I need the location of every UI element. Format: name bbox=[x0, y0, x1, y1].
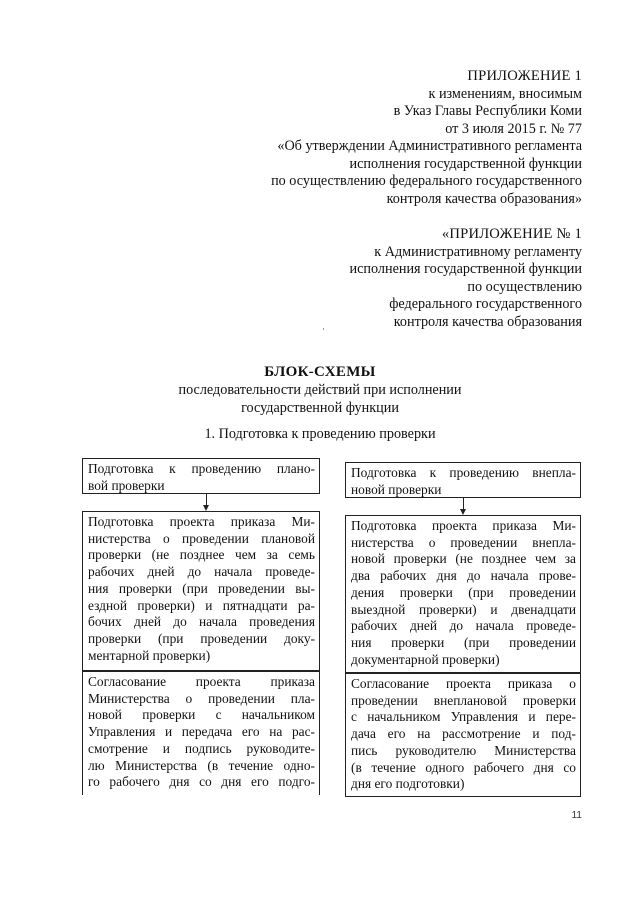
box-line: проведении внеплановой проверки bbox=[351, 692, 576, 708]
box-line: проверки (не позднее чем за семь bbox=[88, 547, 315, 563]
header-line: исполнения государственной функции bbox=[349, 155, 582, 172]
header-line: ПРИЛОЖЕНИЕ 1 bbox=[467, 68, 582, 84]
box-line: новой проверки (не позднее чем за bbox=[351, 551, 576, 567]
box-line: го рабочего дня со дня его подго- bbox=[88, 774, 315, 790]
box-line: Подготовка проекта приказа Ми- bbox=[88, 514, 315, 529]
header-line: к изменениям, вносимым bbox=[428, 85, 582, 102]
regulation-appendix-header bbox=[350, 226, 582, 331]
header-line: по осуществлению bbox=[467, 278, 582, 295]
right-box-unplanned-prep bbox=[345, 462, 581, 498]
appendix-header bbox=[271, 68, 582, 208]
box-line: (в течение одного рабочего дня со bbox=[351, 759, 576, 775]
box-line: ментарной проверки) bbox=[88, 647, 211, 663]
box-line: нистерства о проведении плановой bbox=[88, 530, 315, 546]
box-line: бочих дней до начала проведения bbox=[88, 614, 315, 630]
box-line: Подготовка проекта приказа Ми- bbox=[351, 518, 576, 533]
header-line: от 3 июля 2015 г. № 77 bbox=[445, 120, 582, 137]
page-subtitle bbox=[0, 382, 640, 417]
box-line: два рабочих дня до начала прове- bbox=[351, 568, 576, 584]
header-line: федерального государственного bbox=[389, 296, 582, 312]
header-line: исполнения государственной функции bbox=[349, 261, 582, 277]
box-line: вой проверки bbox=[88, 477, 165, 493]
box-line: новой проверки bbox=[351, 481, 442, 497]
box-line: ния проверки (при проведении вы- bbox=[88, 580, 315, 596]
header-line: к Административному регламенту bbox=[374, 243, 582, 260]
box-line: лю Министерства (в течение одно- bbox=[88, 757, 315, 773]
section-heading: 1. Подготовка к проведению проверки bbox=[204, 426, 436, 442]
page-number: 11 bbox=[571, 810, 582, 821]
box-line: ния проверки (при проведении bbox=[351, 634, 576, 650]
box-line: новой проверки с начальником bbox=[88, 707, 315, 723]
header-line: контроля качества образования bbox=[393, 313, 582, 330]
box-line: Министерства о проведении пла- bbox=[88, 690, 315, 706]
box-line: ездной проверки) и пятнадцати ра- bbox=[88, 597, 315, 613]
box-line: с начальником Управления и пере- bbox=[351, 709, 576, 725]
box-line: пись руководителю Министерства bbox=[351, 742, 576, 758]
header-line: по осуществлению федерального государственного bbox=[271, 173, 582, 189]
left-box-planned-order bbox=[82, 511, 320, 671]
box-line: Подготовка к проведению внепла- bbox=[351, 465, 576, 480]
scan-mark bbox=[323, 328, 324, 330]
box-line: дня его подготовки) bbox=[351, 776, 465, 792]
box-line: Управления и передача его на рас- bbox=[88, 724, 315, 740]
left-box-planned-approval bbox=[82, 671, 320, 795]
box-line: Согласование проекта приказа bbox=[88, 674, 315, 689]
header-line: в Указ Главы Республики Коми bbox=[393, 103, 582, 119]
subtitle-line: последовательности действий при исполнении bbox=[178, 382, 462, 398]
box-line: рабочих дней до начала проведе- bbox=[351, 618, 576, 634]
box-line: выездной проверки) и двенадцати bbox=[351, 601, 576, 617]
box-line: смотрение и подпись руководите- bbox=[88, 740, 315, 756]
box-line: нистерства о проведении внепла- bbox=[351, 534, 576, 550]
box-line: дача его на рассмотрение и под- bbox=[351, 726, 576, 742]
right-box-unplanned-order bbox=[345, 515, 581, 673]
header-line: «ПРИЛОЖЕНИЕ № 1 bbox=[441, 226, 582, 242]
box-line: проверки (при проведении доку- bbox=[88, 630, 315, 646]
box-line: дения проверки (при проведении bbox=[351, 584, 576, 600]
header-line: «Об утверждении Административного регламента bbox=[277, 138, 582, 154]
box-line: Подготовка к проведению плано- bbox=[88, 461, 315, 476]
right-box-unplanned-approval bbox=[345, 673, 581, 797]
header-line: контроля качества образования» bbox=[386, 190, 582, 207]
page-title: БЛОК-СХЕМЫ bbox=[264, 364, 376, 380]
box-line: документарной проверки) bbox=[351, 651, 500, 667]
box-line: рабочих дней до начала проведе- bbox=[88, 564, 315, 580]
subtitle-line: государственной функции bbox=[241, 399, 399, 416]
box-line: Согласование проекта приказа о bbox=[351, 676, 576, 691]
left-box-planned-prep bbox=[82, 458, 320, 494]
